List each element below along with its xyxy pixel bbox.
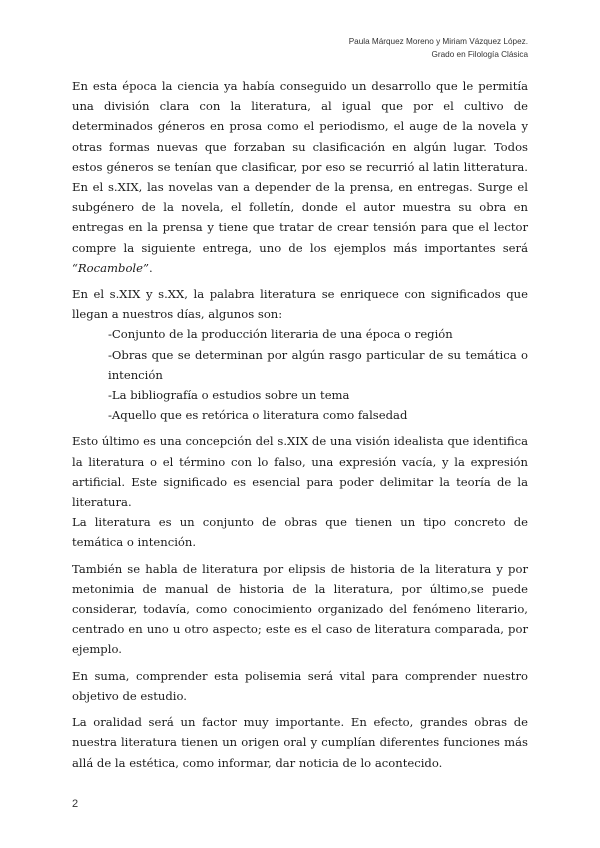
paragraph-1 bbox=[72, 76, 528, 278]
paragraph-6: En suma, comprender esta polisemia será vital para comprender nuestro objetivo de estudio. bbox=[72, 668, 528, 703]
document-body bbox=[72, 76, 528, 779]
meanings-list bbox=[72, 324, 528, 425]
paragraph-5: También se habla de literatura por elipsis de historia de la literatura y por metonimia de manual de historia de la literatura, por último,se puede considerar, todavía, como conocimiento organizado del fenómeno literario, centrado en uno u otro aspecto; este es el caso de literatura comparada, por ejemplo. bbox=[72, 561, 528, 657]
paragraph-1-end: . bbox=[148, 260, 153, 275]
paragraph-7: La oralidad será un factor muy importante. En efecto, grandes obras de nuestra literatura tienen un origen oral y cumplían diferentes funciones más allá de la estética, como informar, dar noticia de lo acontecido. bbox=[72, 715, 528, 770]
page-number: 2 bbox=[72, 798, 79, 810]
paragraph-3: Esto último es una concepción del s.XIX de una visión idealista que identifica la literatura o el término con lo falso, una expresión vacía, y la expresión artificial. Este significado es esencial para poder delimitar la teoría de la literatura. bbox=[72, 434, 528, 510]
header-degree: Grado en Filología Clásica bbox=[431, 49, 528, 59]
paragraph-1-emphasis: “Rocambole” bbox=[72, 260, 149, 275]
page-header bbox=[349, 36, 528, 61]
list-item: -Conjunto de la producción literaria de una época o región bbox=[108, 327, 453, 342]
paragraph-1-text: En esta época la ciencia ya había conseguido un desarrollo que le permitía una división clara con la literatura, al igual que por el cultivo de determinados géneros en prosa como el periodismo, el auge de la novela y otras formas nuevas que forzaban su clasificación en algún lugar. Todos estos géneros se tenían que clasificar, por eso se recurrió al latin litteratura. En el s.XIX, las novelas van a depender de la prensa, en entregas. Surge el subgénero de la novela, el folletín, donde el autor muestra su obra en entregas en la prensa y tiene que tratar de crear tensión para que el lector compre la siguiente entrega, uno de los ejemplos más importantes será bbox=[72, 79, 528, 255]
list-item: -La bibliografía o estudios sobre un tema bbox=[108, 388, 350, 403]
header-authors: Paula Márquez Moreno y Miriam Vázquez López. bbox=[348, 37, 528, 46]
list-item: -Aquello que es retórica o literatura como falsedad bbox=[108, 408, 408, 423]
paragraph-2: En el s.XIX y s.XX, la palabra literatura se enriquece con significados que llegan a nuestros días, algunos son: bbox=[72, 287, 528, 322]
paragraph-4: La literatura es un conjunto de obras que tienen un tipo concreto de temática o intención. bbox=[72, 515, 528, 550]
list-item: -Obras que se determinan por algún rasgo particular de su temática o intención bbox=[108, 347, 528, 382]
